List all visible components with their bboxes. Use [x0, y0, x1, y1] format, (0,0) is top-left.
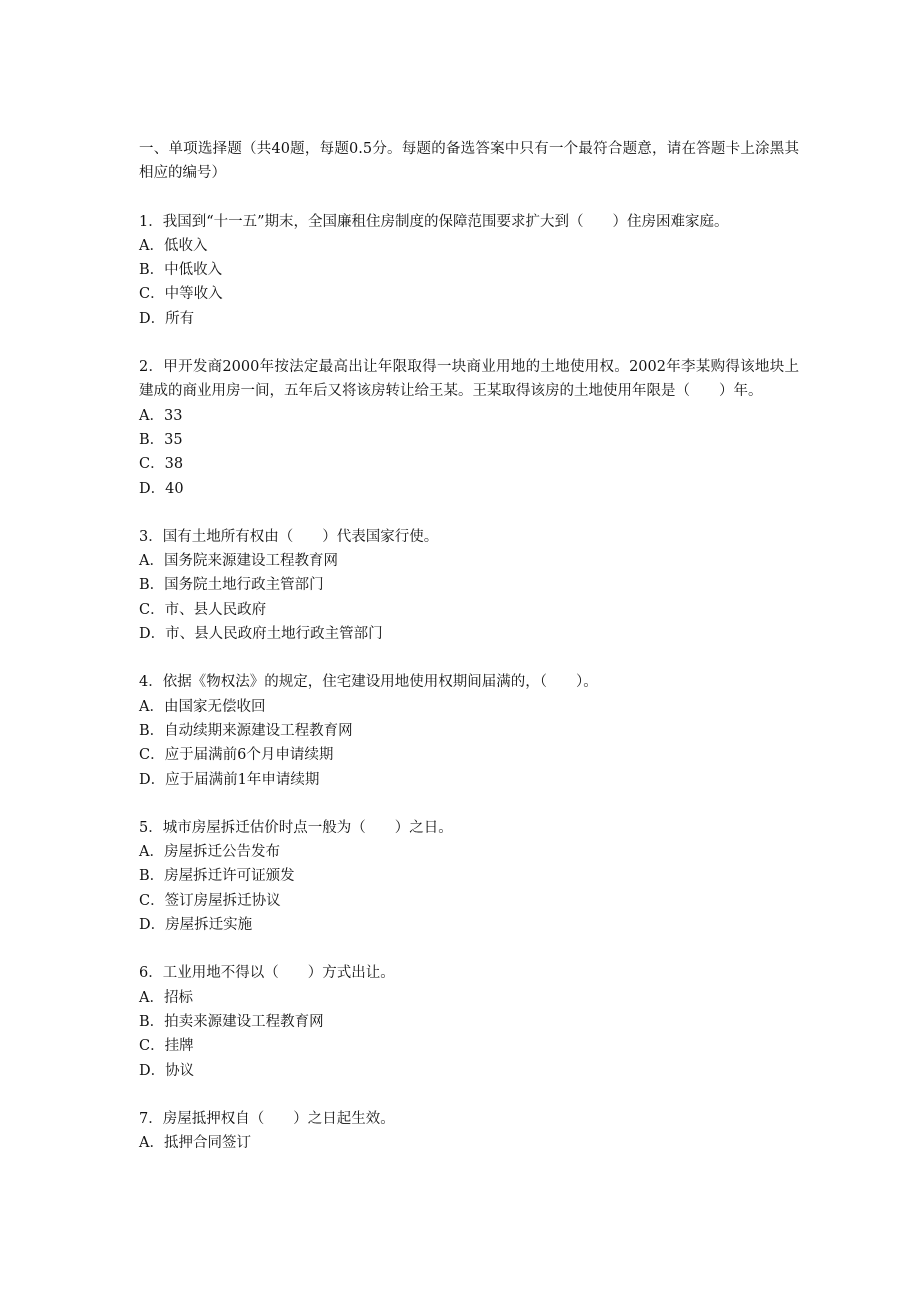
question-7	[139, 1107, 799, 1156]
question-stem: 7．房屋抵押权自（ ）之日起生效。	[139, 1110, 395, 1127]
option-b: B．房屋拆迁许可证颁发	[139, 868, 295, 885]
option-a: A．抵押合同签订	[139, 1135, 251, 1152]
option-c: C．挂牌	[139, 1038, 194, 1055]
option-b: B．35	[139, 431, 183, 448]
option-d: D．房屋拆迁实施	[139, 917, 253, 934]
question-3	[139, 525, 799, 646]
option-a: A．由国家无偿收回	[139, 698, 266, 715]
question-stem: 4．依据《物权法》的规定，住宅建设用地使用权期间届满的，（ ）。	[139, 674, 598, 691]
option-c: C．应于届满前6个月申请续期	[139, 747, 334, 764]
question-stem: 3．国有土地所有权由（ ）代表国家行使。	[139, 528, 439, 545]
question-stem: 1．我国到“十一五”期末，全国廉租住房制度的保障范围要求扩大到（ ）住房困难家庭。	[139, 213, 729, 230]
option-c: C．市、县人民政府	[139, 601, 267, 618]
option-a: A．国务院来源建设工程教育网	[139, 553, 338, 570]
question-5	[139, 816, 799, 937]
option-a: A．招标	[139, 989, 193, 1006]
option-b: B．国务院土地行政主管部门	[139, 577, 324, 594]
question-stem: 2．甲开发商2000年按法定最高出让年限取得一块商业用地的土地使用权。2002年李某购得该地块上建成的商业用房一间，五年后又将该房转让给王某。王某取得该房的土地使用年限是（ ）年。	[139, 359, 799, 400]
question-stem: 6．工业用地不得以（ ）方式出让。	[139, 965, 395, 982]
option-a: A．房屋拆迁公告发布	[139, 844, 280, 861]
question-6	[139, 961, 799, 1082]
option-a: A．低收入	[139, 237, 208, 254]
exam-content	[139, 137, 799, 1179]
option-c: C．中等收入	[139, 286, 223, 303]
option-d: D．40	[139, 480, 184, 497]
option-c: C．38	[139, 456, 184, 473]
option-d: D．市、县人民政府土地行政主管部门	[139, 626, 383, 643]
option-b: B．中低收入	[139, 262, 223, 279]
option-b: B．自动续期来源建设工程教育网	[139, 722, 353, 739]
option-d: D．所有	[139, 310, 195, 327]
option-b: B．拍卖来源建设工程教育网	[139, 1013, 324, 1030]
option-a: A．33	[139, 407, 183, 424]
question-2	[139, 355, 799, 501]
section-header: 一、单项选择题（共40题，每题0.5分。每题的备选答案中只有一个最符合题意，请在答题卡上涂黑其相应的编号）	[139, 141, 799, 182]
option-c: C．签订房屋拆迁协议	[139, 892, 281, 909]
question-1	[139, 210, 799, 331]
question-stem: 5．城市房屋拆迁估价时点一般为（ ）之日。	[139, 819, 453, 836]
option-d: D．协议	[139, 1062, 195, 1079]
option-d: D．应于届满前1年申请续期	[139, 771, 320, 788]
question-4	[139, 670, 799, 791]
